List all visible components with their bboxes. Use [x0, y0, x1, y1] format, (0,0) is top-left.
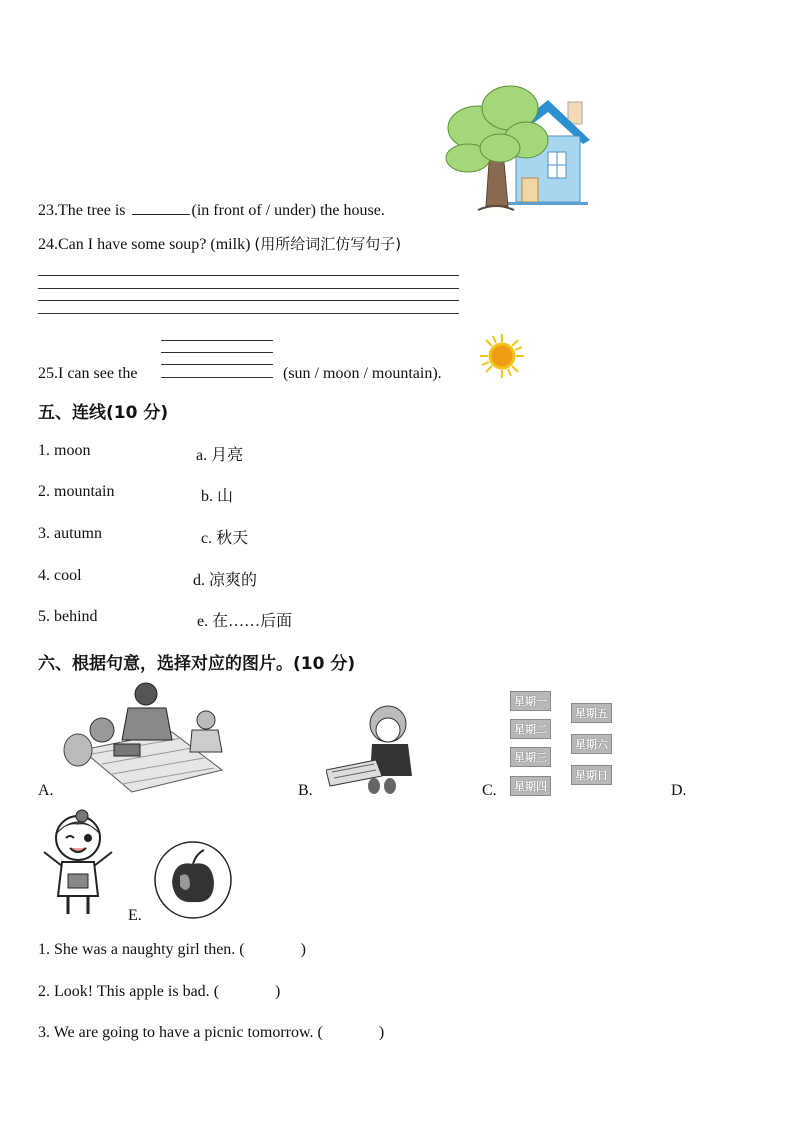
option-label-b: B.	[298, 782, 313, 799]
q25-writing-line[interactable]	[161, 377, 273, 378]
match-left-item[interactable]: 5. behind	[38, 608, 98, 625]
q24-text: Can I have some soup? (milk)	[58, 236, 251, 253]
q24-writing-line[interactable]	[38, 275, 459, 276]
match-right-item[interactable]: b. 山	[201, 488, 234, 505]
option-label-c: C.	[482, 782, 497, 799]
answer-paren[interactable]: ( )	[239, 941, 306, 958]
bad-apple-picture	[152, 840, 234, 920]
sentence-text: 1. She was a naughty girl then.	[38, 941, 236, 958]
q25-writing-line[interactable]	[161, 352, 273, 353]
q24-writing-line[interactable]	[38, 288, 459, 289]
section-6-heading: 六、根据句意，选择对应的图片。(10 分)	[38, 654, 356, 674]
answer-paren[interactable]: ( )	[317, 1024, 385, 1041]
picnic-picture	[62, 680, 228, 794]
answer-paren[interactable]: ( )	[213, 983, 281, 1000]
q23-number: 23.	[38, 202, 58, 219]
tree-house-illustration	[438, 78, 598, 216]
q23-after: (in front of / under) the house.	[191, 202, 385, 219]
sun-icon	[478, 332, 526, 380]
match-left-item[interactable]: 1. moon	[38, 442, 91, 459]
match-left-item[interactable]: 3. autumn	[38, 525, 102, 542]
q24-hint: (用所给词汇仿写句子)	[254, 235, 402, 253]
match-left-item[interactable]: 4. cool	[38, 567, 82, 584]
option-label-a: A.	[38, 782, 54, 799]
match-right-item[interactable]: c. 秋天	[201, 530, 249, 547]
q24-number: 24.	[38, 236, 58, 253]
sentence-text: 3. We are going to have a picnic tomorrow.	[38, 1024, 314, 1041]
q25-writing-line[interactable]	[161, 364, 273, 365]
question-23	[38, 200, 385, 220]
sentence-item	[38, 1024, 384, 1042]
q25-number: 25.	[38, 365, 58, 382]
match-right-item[interactable]: d. 凉爽的	[193, 572, 258, 589]
weekday-tag: 星期日	[571, 765, 612, 785]
weekday-tag: 星期三	[510, 747, 551, 767]
q23-answer-blank[interactable]	[132, 200, 190, 215]
q25-prefix	[38, 365, 138, 383]
naughty-girl-picture	[38, 808, 118, 920]
weekday-tag: 星期六	[571, 734, 612, 754]
option-label-e: E.	[128, 907, 142, 924]
option-label-d: D.	[671, 782, 687, 799]
weekday-tag: 星期二	[510, 719, 551, 739]
q25-writing-line[interactable]	[161, 340, 273, 341]
match-right-item[interactable]: e. 在……后面	[197, 613, 293, 630]
question-24	[38, 233, 401, 254]
sentence-text: 2. Look! This apple is bad.	[38, 983, 210, 1000]
q23-before: The tree is	[58, 202, 126, 219]
weekday-tag: 星期四	[510, 776, 551, 796]
sentence-item	[38, 983, 280, 1001]
weekday-tag: 星期五	[571, 703, 612, 723]
girl-reading-picture	[326, 700, 426, 796]
q24-writing-line[interactable]	[38, 300, 459, 301]
match-left-item[interactable]: 2. mountain	[38, 483, 115, 500]
match-right-item[interactable]: a. 月亮	[196, 447, 244, 464]
sentence-item	[38, 941, 306, 959]
q24-writing-line[interactable]	[38, 313, 459, 314]
q25-before: I can see the	[58, 365, 138, 382]
q25-options: (sun / moon / mountain).	[283, 365, 442, 382]
section-5-heading: 五、连线(10 分)	[38, 403, 169, 423]
weekday-tag: 星期一	[510, 691, 551, 711]
